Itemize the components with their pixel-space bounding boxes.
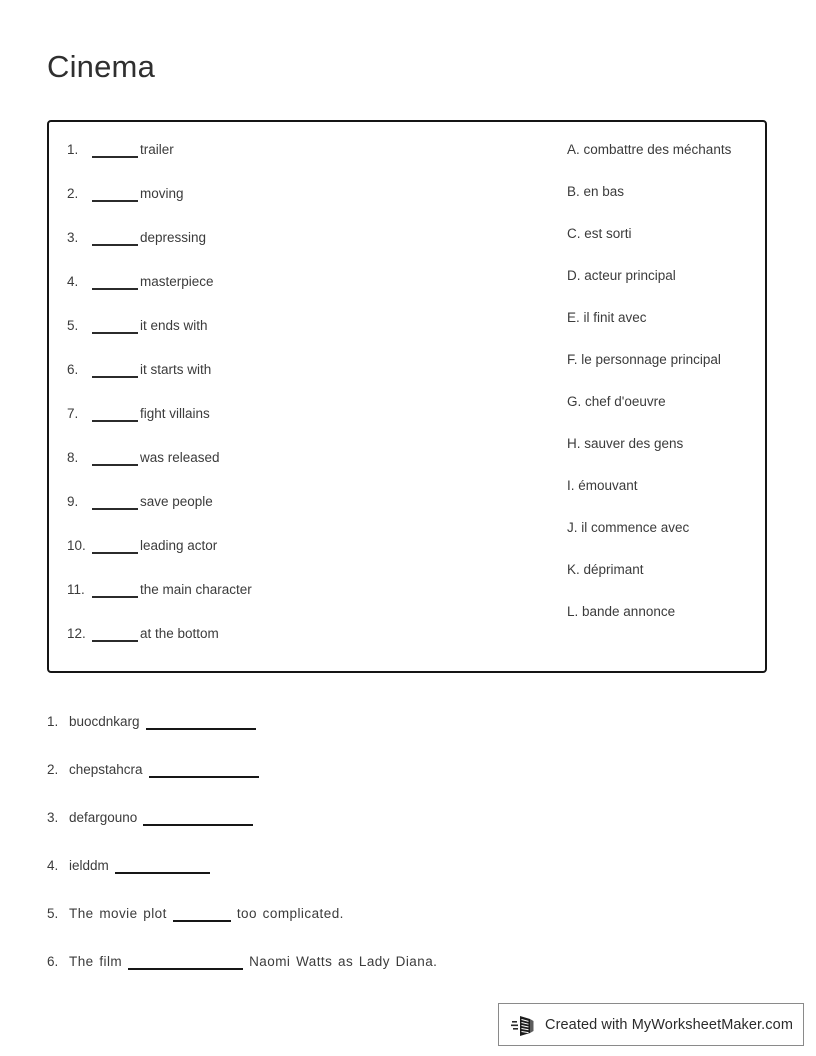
- matching-term-number: 11.: [67, 582, 85, 597]
- matching-term-label: it ends with: [140, 318, 208, 333]
- bottom-exercises-section: [47, 698, 767, 986]
- matching-term-label: at the bottom: [140, 626, 219, 641]
- matching-term-label: fight villains: [140, 406, 210, 421]
- matching-term-row: [67, 624, 397, 668]
- matching-term-number: 7.: [67, 406, 79, 421]
- matching-term-row: [67, 404, 397, 448]
- matching-option: D. acteur principal: [567, 268, 676, 283]
- matching-option: H. sauver des gens: [567, 436, 684, 451]
- matching-option: J. il commence avec: [567, 520, 690, 535]
- matching-term-label: it starts with: [140, 362, 212, 377]
- matching-term-row: [67, 360, 397, 404]
- exercise-row: [47, 794, 767, 842]
- matching-term-number: 1.: [67, 142, 79, 157]
- matching-option: E. il finit avec: [567, 310, 647, 325]
- footer-badge-label: Created with MyWorksheetMaker.com: [545, 1016, 794, 1033]
- exercise-number: 3.: [47, 810, 59, 825]
- exercise-row: [47, 698, 767, 746]
- matching-answer-blank[interactable]: [92, 448, 138, 466]
- exercise-number: 5.: [47, 906, 59, 921]
- worksheet-maker-logo-icon: [511, 1012, 537, 1038]
- exercise-row: [47, 890, 767, 938]
- exercise-prompt-text: The film: [69, 954, 123, 969]
- exercise-answer-blank[interactable]: [173, 907, 231, 922]
- matching-term-label: trailer: [140, 142, 174, 157]
- exercise-number: 4.: [47, 858, 59, 873]
- matching-answer-blank[interactable]: [92, 360, 138, 378]
- matching-answer-blank[interactable]: [92, 404, 138, 422]
- exercise-prompt-text: defargouno: [69, 810, 138, 825]
- matching-options-column: [567, 140, 762, 644]
- exercise-row: [47, 746, 767, 794]
- matching-term-row: [67, 316, 397, 360]
- exercise-answer-blank[interactable]: [146, 715, 256, 730]
- exercise-prompt-text: ielddm: [69, 858, 109, 873]
- matching-option: I. émouvant: [567, 478, 638, 493]
- exercise-answer-blank[interactable]: [128, 955, 243, 970]
- matching-option: K. déprimant: [567, 562, 644, 577]
- exercise-number: 2.: [47, 762, 59, 777]
- matching-term-row: [67, 272, 397, 316]
- matching-answer-blank[interactable]: [92, 228, 138, 246]
- matching-exercise-box: [47, 120, 767, 673]
- matching-answer-blank[interactable]: [92, 492, 138, 510]
- matching-option: A. combattre des méchants: [567, 142, 732, 157]
- matching-term-number: 2.: [67, 186, 79, 201]
- exercise-answer-blank[interactable]: [143, 811, 253, 826]
- exercise-row: [47, 842, 767, 890]
- matching-answer-blank[interactable]: [92, 184, 138, 202]
- matching-term-number: 12.: [67, 626, 86, 641]
- matching-term-number: 5.: [67, 318, 79, 333]
- exercise-prompt-text: The movie plot: [69, 906, 167, 921]
- matching-term-label: was released: [140, 450, 220, 465]
- footer-badge[interactable]: [498, 1003, 804, 1046]
- matching-term-label: save people: [140, 494, 213, 509]
- matching-option: C. est sorti: [567, 226, 632, 241]
- matching-term-row: [67, 448, 397, 492]
- matching-term-number: 8.: [67, 450, 79, 465]
- exercise-answer-blank[interactable]: [115, 859, 210, 874]
- matching-term-row: [67, 184, 397, 228]
- matching-option: L. bande annonce: [567, 604, 676, 619]
- matching-term-row: [67, 492, 397, 536]
- matching-term-label: moving: [140, 186, 184, 201]
- matching-term-row: [67, 228, 397, 272]
- matching-term-label: masterpiece: [140, 274, 214, 289]
- exercise-number: 6.: [47, 954, 59, 969]
- exercise-answer-blank[interactable]: [149, 763, 259, 778]
- matching-answer-blank[interactable]: [92, 140, 138, 158]
- matching-option: B. en bas: [567, 184, 625, 199]
- matching-answer-blank[interactable]: [92, 580, 138, 598]
- matching-option: G. chef d'oeuvre: [567, 394, 666, 409]
- exercise-number: 1.: [47, 714, 59, 729]
- matching-term-row: [67, 140, 397, 184]
- matching-term-label: leading actor: [140, 538, 218, 553]
- matching-term-number: 9.: [67, 494, 79, 509]
- exercise-prompt-text: chepstahcra: [69, 762, 143, 777]
- matching-term-label: depressing: [140, 230, 207, 245]
- matching-term-label: the main character: [140, 582, 252, 597]
- exercise-trailing-text: too complicated.: [236, 906, 344, 921]
- matching-term-number: 6.: [67, 362, 79, 377]
- matching-terms-column: [67, 140, 397, 668]
- matching-answer-blank[interactable]: [92, 536, 138, 554]
- matching-option: F. le personnage principal: [567, 352, 721, 367]
- matching-term-number: 10.: [67, 538, 86, 553]
- exercise-row: [47, 938, 767, 986]
- matching-term-number: 3.: [67, 230, 79, 245]
- matching-answer-blank[interactable]: [92, 624, 138, 642]
- matching-term-row: [67, 580, 397, 624]
- matching-answer-blank[interactable]: [92, 316, 138, 334]
- page-title: Cinema: [47, 49, 156, 84]
- matching-answer-blank[interactable]: [92, 272, 138, 290]
- matching-term-row: [67, 536, 397, 580]
- matching-term-number: 4.: [67, 274, 79, 289]
- exercise-trailing-text: Naomi Watts as Lady Diana.: [249, 954, 438, 969]
- exercise-prompt-text: buocdnkarg: [69, 714, 140, 729]
